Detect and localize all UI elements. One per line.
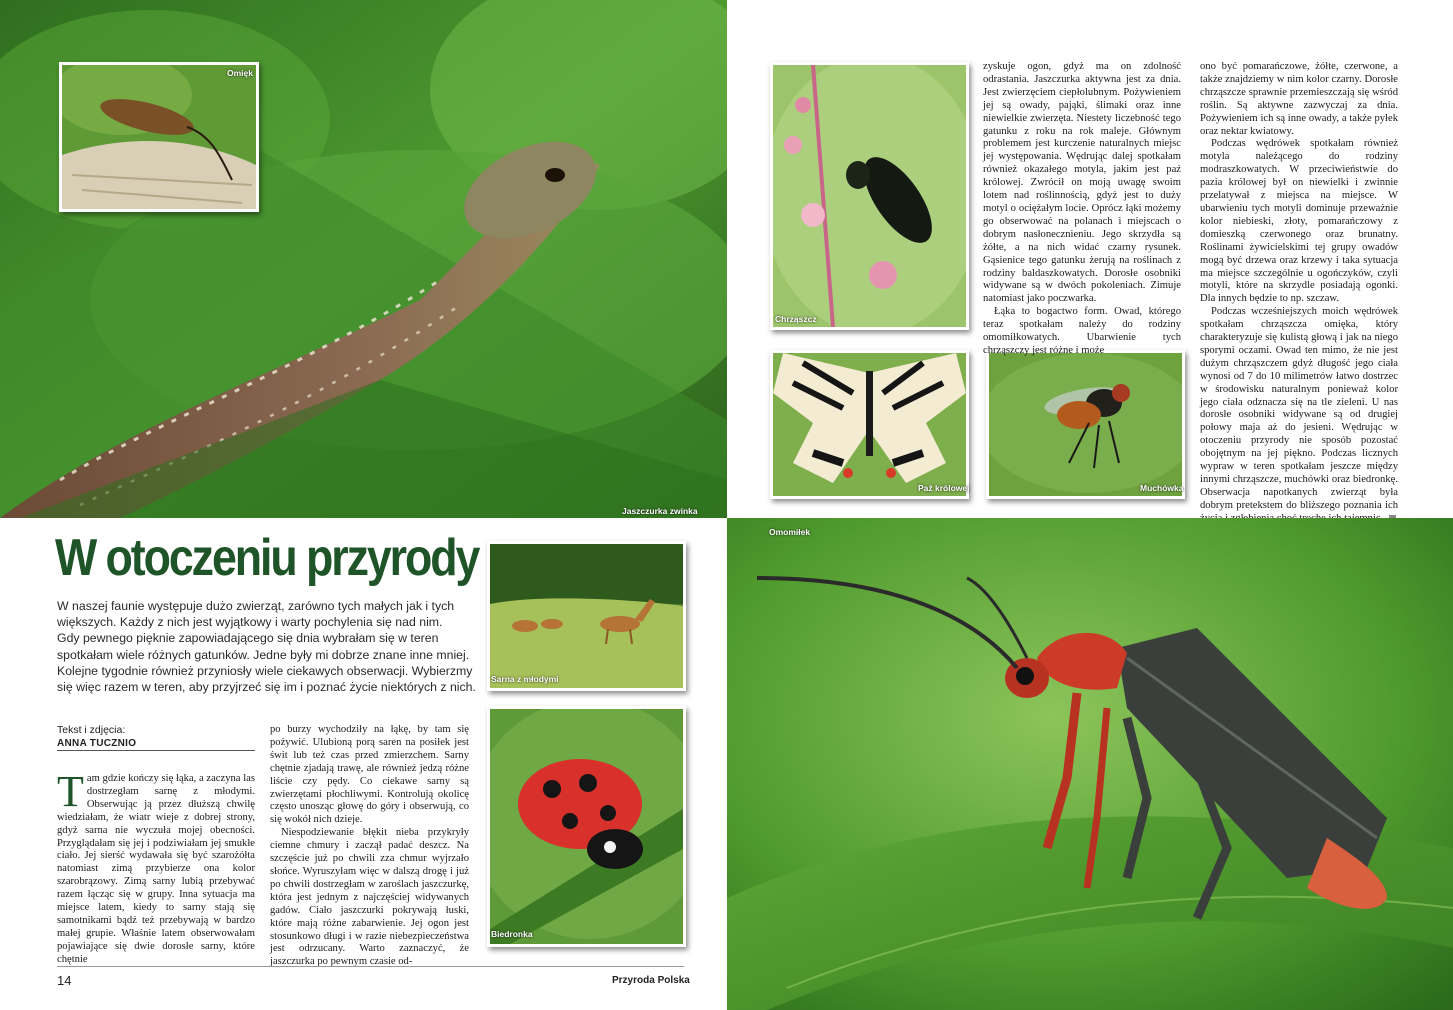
col2-para-1: po burzy wychodziły na łąkę, by tam się pożywić. Ulubioną porą saren na posiłek jest świt lub też czas przed zmierzchem. Sarny chętnie zjadają trawę, ale również jedzą różne liście czy pędy. Co ciekawe sarny są zwierzętami płochliwymi. Kontrolują okolicę często unosząc głowę do góry i obserwują, co się wokół nich dzieje. bbox=[270, 724, 469, 826]
text-column-3 bbox=[983, 61, 1181, 358]
sarna-photo bbox=[487, 541, 686, 691]
lead-para-1: W naszej faunie występuje dużo zwierząt, zarówno tych małych jak i tych większych. Każdy z nich jest wyjątkowy i warty pochylenia się nad nim. bbox=[57, 599, 455, 630]
col2-para-2: Niespodziewanie błękit nieba przykryły ciemne chmury i zaczął padać deszcz. Na szczęście już po chwili zza chmur wyjrzało słońce. Wyruszyłam więc w dalszą drogę i już po chwili dostrzegłam w zaroślach jaszczurkę, która jest jednym z najczęściej widywanych gadów. Ciało jaszczurki pokrywają łuski, które mają różne zabarwienie. Jej ogon jest stosunkowo długi i w razie niebezpieczeństwa jest odrzucany. Warto zaznaczyć, że jaszczurka po pewnym czasie od- bbox=[270, 827, 469, 968]
col3-para-2: Łąka to bogactwo form. Owad, którego teraz spotkałam należy do rodziny omomiłkowatych. Ubarwienie tych chrząszczy jest różne i może bbox=[983, 306, 1181, 356]
text-column-4 bbox=[1200, 61, 1398, 526]
caption-lizard: Jaszczurka zwinka bbox=[622, 506, 698, 516]
omomilek-photo bbox=[727, 518, 1453, 1010]
lead-para-2: Gdy pewnego pięknie zapowiadającego się dnia wybrałam się w teren spotkałam wiele różnych gatunków. Jedne były mi dobrze znane inne mniej. Kolejne tygodnie również przyniosły wiele ciekawych obserwacji. Wybierzmy się więc razem w teren, aby przyjrzeć się im i poznać życie niektórych z nich. bbox=[57, 631, 476, 695]
page-number: 14 bbox=[57, 973, 72, 988]
text-column-2 bbox=[270, 724, 469, 969]
caption-omomilek: Omomiłek bbox=[769, 527, 811, 537]
col1-para-1 bbox=[57, 767, 255, 967]
omiek-photo bbox=[59, 62, 259, 212]
col4-para-3-text: Podczas wcześniejszych moich wędrówek spotkałam chrząszcza omięka, który charakteryzuje się kulistą głową i jak na niego sporymi oczami. Owad ten mimo, że nie jest dużym chrząszczem gdyż długość jego ciała wynosi od 7 do 10 milimetrów łatwo dostrzec w środowisku naturalnym ponieważ kolor jego ciała odznacza się na tle zieleni. U nas dorosłe osobniki widywane są od drugiej połowy maja aż do jesieni. Wędrując w otoczeniu przyrody nie sposób pozostać obojętnym na jej piękno. Podczas licznych wypraw w teren spotkałam jeszcze między innymi chrząszcze, muchówki oraz biedronkę. Obserwacja napotkanych zwierząt była dobrym pretekstem do bliższego poznania ich bbox=[1200, 306, 1398, 511]
col3-para-1: zyskuje ogon, gdyż ma on zdolność odrastania. Jaszczurka aktywna jest za dnia. Jest zwierzęciem ciepłolubnym. Pożywieniem jej są owady, pająki, ślimaki oraz inne niewielkie zwierzęta. Niestety liczebność tego gatunku z roku na rok maleje. Głównym problemem jest kurczenie naturalnych miejsc jej występowania. Wędrując dalej spotkałam również okazałego motyla, jakim jest paź królowej. Zwrócił on moją uwagę swoim lotem nad roślinnością, gdyż jest to duży motyl o ociężałym locie. Oprócz łąki możemy go obserwować na polanach i miejscach o dobrym nasłonecznieniu. Jego skrzydła są żółte, a na nich widać czarny rysunek. Gąsienice tego gatunku żerują na roślinach z rodziny baldaszkowatych. Dorosłe osobniki widywane są w dwóch pokoleniach. Zimuje natomiast jako poczwarka. bbox=[983, 61, 1181, 305]
drop-cap: T bbox=[57, 767, 84, 816]
caption-muchowka: Muchówka bbox=[1140, 483, 1184, 493]
caption-paz: Paź królowej bbox=[918, 483, 970, 493]
col4-para-3 bbox=[1200, 306, 1398, 525]
author-name: ANNA TUCZNIO bbox=[57, 738, 137, 749]
article-lead bbox=[57, 598, 477, 695]
chrzaszcz-photo bbox=[770, 62, 969, 330]
caption-chrzaszcz: Chrząszcz bbox=[775, 314, 817, 324]
col4-para-2: Podczas wędrówek spotkałam również motyla należącego do rodziny modraszkowatych. W przeciwieństwie do pazia królowej był on niewielki i zwinnie przelatywał z miejsca na miejsce. W ubarwieniu tych motyli dominuje przeważnie kolor niebieski, złoty, pomarańczowy z domieszką czerwonego oraz brunatny. Roślinami żywicielskimi tej grupy owadów mogą być drzewa oraz krzewy i taka sytuacja ma miejsce szczególnie u ogończyków, czyli motyli, które na skrzydle posiadają ogonki. Dla innych będzie to np. szczaw. bbox=[1200, 138, 1398, 305]
footer-divider bbox=[57, 966, 684, 967]
caption-biedronka: Biedronka bbox=[491, 929, 533, 939]
text-column-1 bbox=[57, 767, 255, 967]
col1-text: am gdzie kończy się łąka, a zaczyna las dostrzegłam sarnę z młodymi. Obserwując ją przez dłuższą chwilę wiedziałam, że wiatr wieje z dobrej strony, gdyż sarna nie wyczuła mojej obecności. Przyglądałam się jej i podziwiałam jej smukłe ciało. Jej sierść wydawała się być szarożółta natomiast zimą przybierze ona kolor szarobrązowy. Zimą sarny lubią przebywać razem łącząc się w grupy. Inna sytuacja ma miejsce latem, kiedy to sarny stają się samotnikami bądź też przebywają w bardzo małej grupie. Właśnie latem obserwowałam pojawiające się dwie dorosłe sarny, które chętnie bbox=[57, 773, 255, 965]
caption-omiek: Omięk bbox=[227, 68, 253, 78]
article-title: W otoczeniu przyrody bbox=[55, 529, 479, 587]
col4-para-1: ono być pomarańczowe, żółte, czerwone, a także znajdziemy w nim kolor czarny. Dorosłe chrząszcze sprawnie przemieszczają się wśród roślin. Są aktywne zazwyczaj za dnia. Pożywieniem ich są inne owady, a także pyłek oraz nektar kwiatowy. bbox=[1200, 61, 1398, 137]
magazine-name: Przyroda Polska bbox=[612, 975, 690, 986]
credit-label: Tekst i zdjęcia: bbox=[57, 724, 126, 736]
caption-sarna: Sarna z młodymi bbox=[491, 674, 559, 684]
biedronka-photo bbox=[487, 706, 686, 947]
muchowka-photo bbox=[986, 350, 1185, 499]
credit-divider bbox=[57, 750, 255, 751]
paz-photo bbox=[770, 350, 969, 499]
